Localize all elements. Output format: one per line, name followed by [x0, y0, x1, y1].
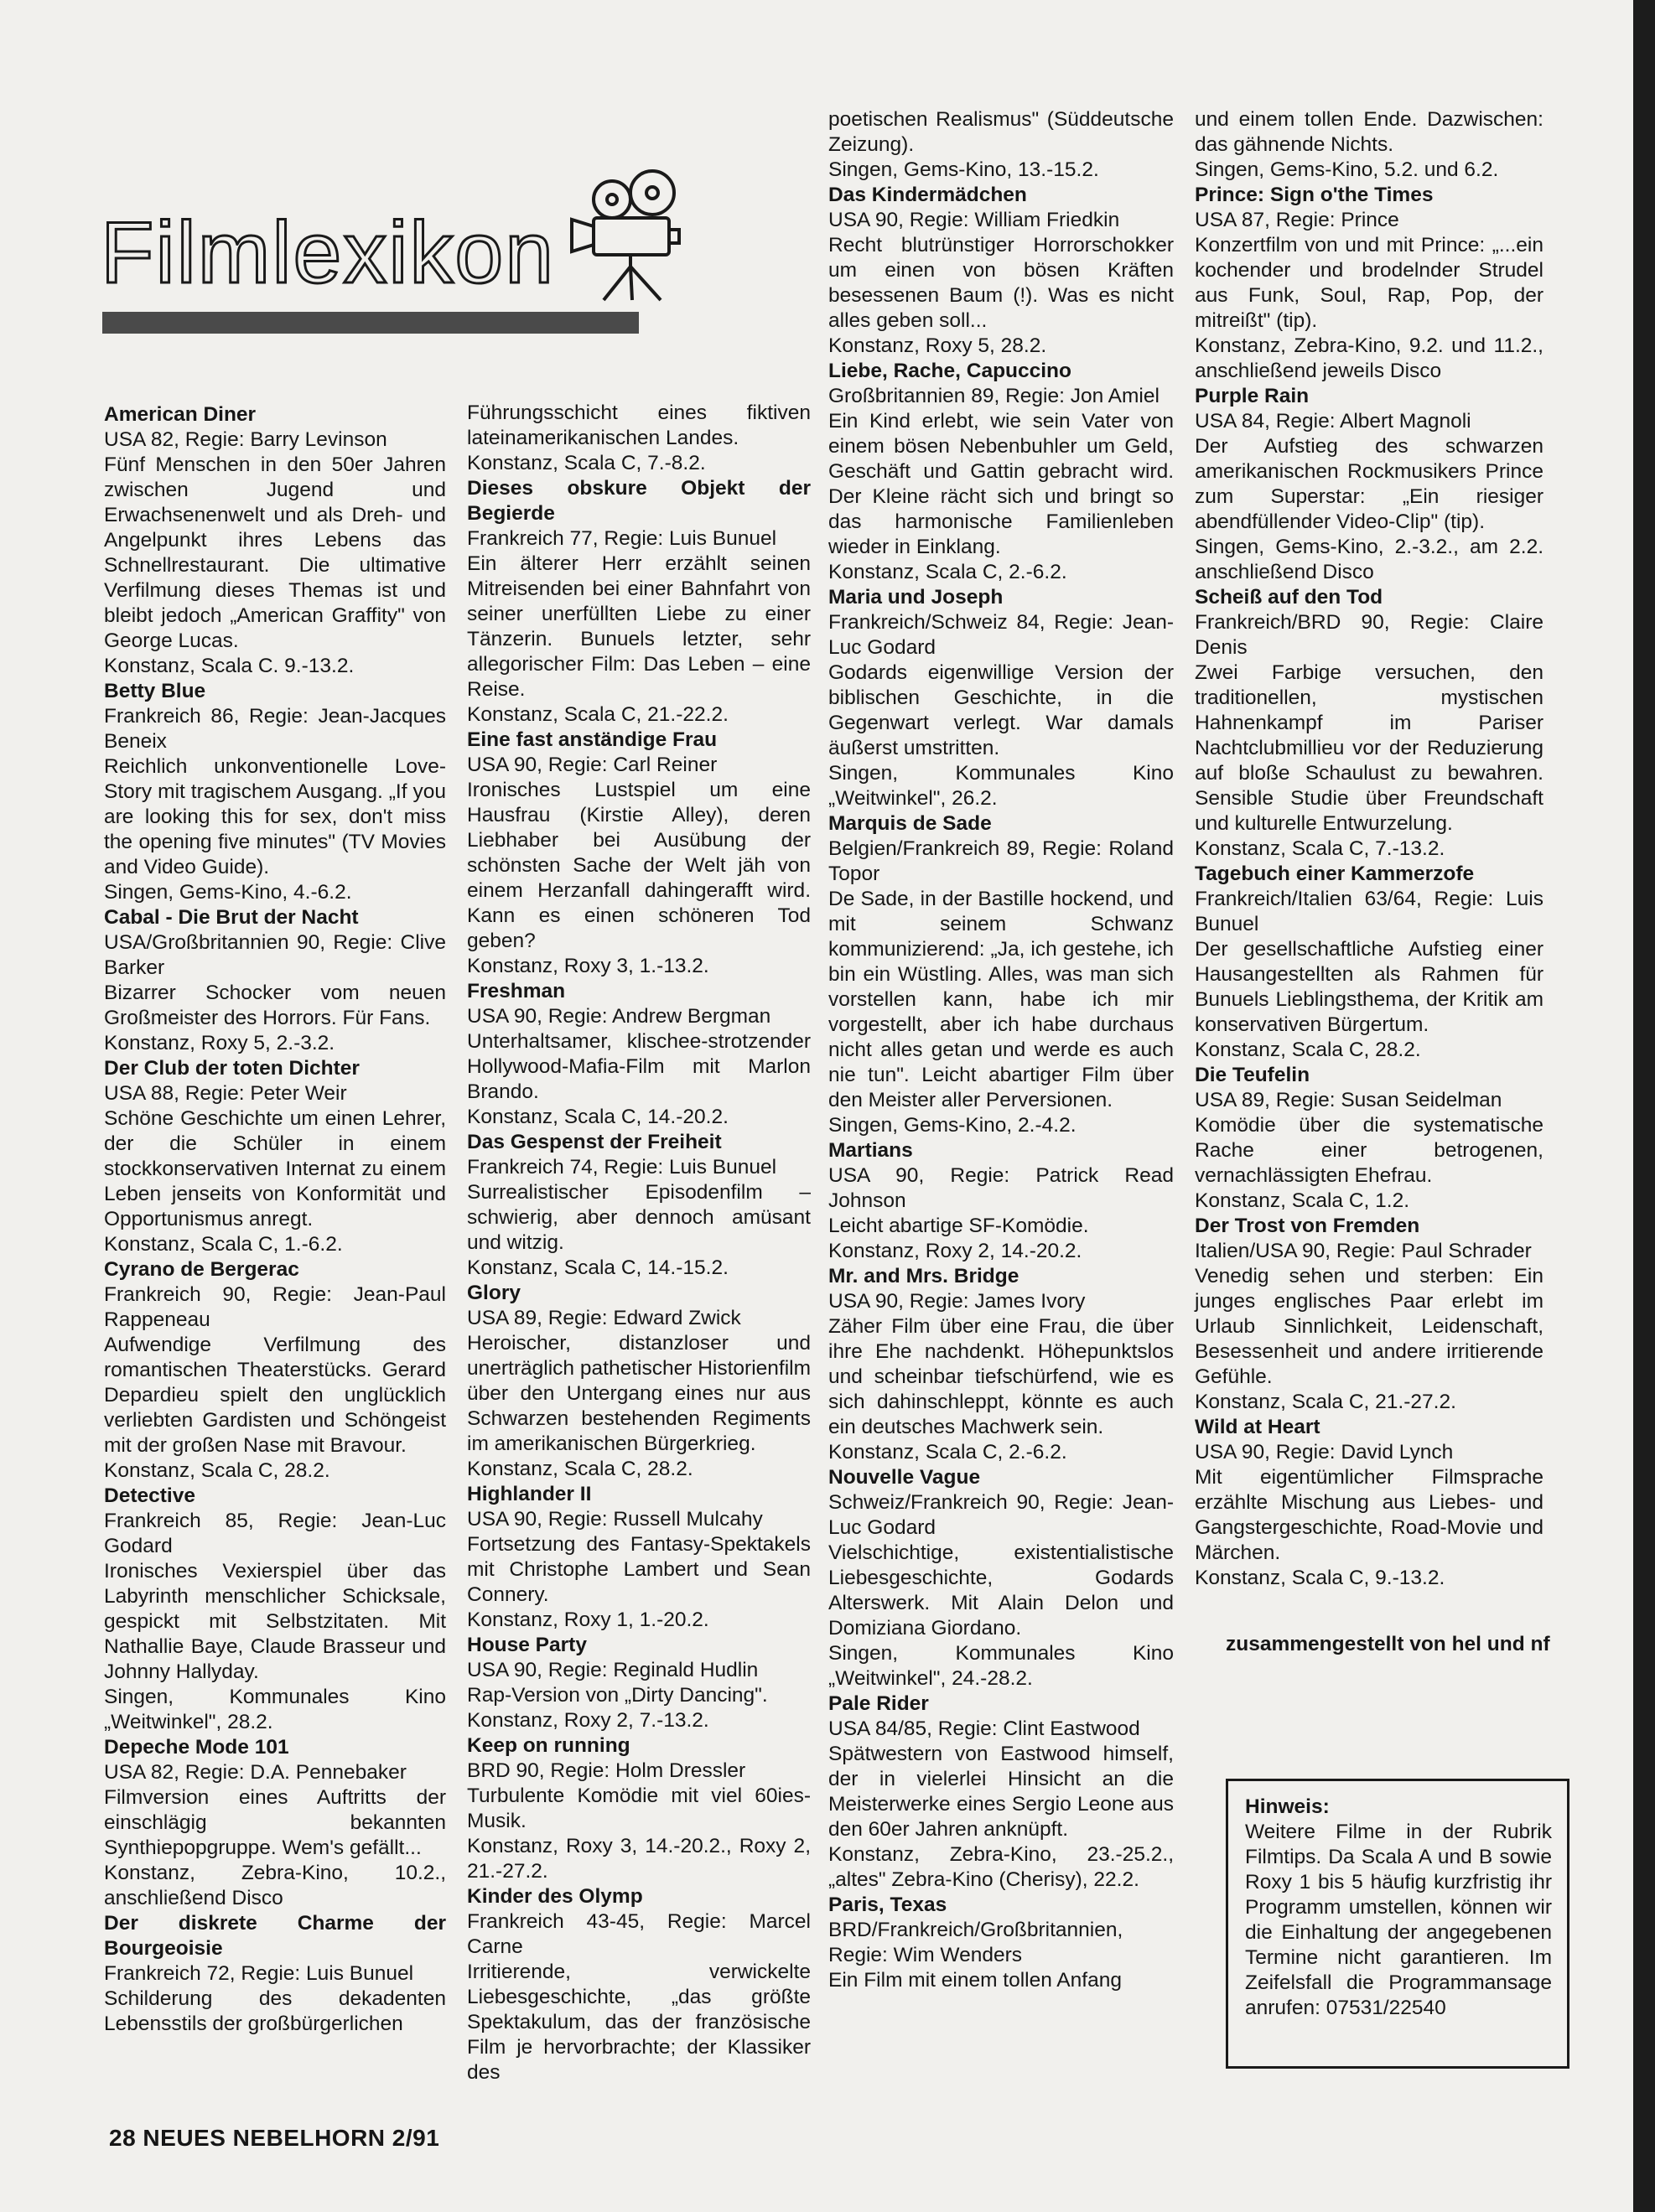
film-meta: USA 90, Regie: Patrick Read Johnson — [828, 1164, 1174, 1212]
film-entry — [828, 1893, 1174, 1993]
film-meta: USA/Großbritannien 90, Regie: Clive Barker — [104, 931, 446, 979]
film-meta: BRD/Frankreich/Großbritannien, Regie: Wim Wenders — [828, 1919, 1123, 1966]
film-screening: Konstanz, Zebra-Kino, 23.-25.2., „altes" Zebra-Kino (Cherisy), 22.2. — [828, 1843, 1174, 1891]
film-entry — [1195, 1214, 1543, 1415]
film-entry — [1195, 862, 1543, 1063]
film-description: Mit eigentümlicher Filmsprache erzählte Mischung aus Liebes- und Gangstergeschichte, Road-Movie und Märchen. — [1195, 1466, 1543, 1564]
film-meta: Großbritannien 89, Regie: Jon Amiel — [828, 385, 1160, 407]
film-entry — [467, 1130, 811, 1281]
film-title: Paris, Texas — [828, 1893, 947, 1916]
page-header — [101, 168, 687, 335]
film-title: Mr. and Mrs. Bridge — [828, 1265, 1019, 1287]
film-entry — [467, 1482, 811, 1633]
film-title: Betty Blue — [104, 680, 206, 702]
film-entry — [104, 1056, 446, 1257]
film-entry — [104, 679, 446, 905]
film-meta: USA 90, Regie: William Friedkin — [828, 209, 1120, 231]
film-meta: USA 89, Regie: Edward Zwick — [467, 1307, 741, 1329]
film-screening: Konstanz, Scala C, 28.2. — [467, 1458, 693, 1480]
film-meta: Schweiz/Frankreich 90, Regie: Jean-Luc Godard — [828, 1491, 1174, 1539]
film-screening: Konstanz, Roxy 5, 28.2. — [828, 334, 1047, 357]
film-title: Freshman — [467, 980, 566, 1002]
film-description: Turbulente Komödie mit viel 60ies-Musik. — [467, 1785, 811, 1832]
film-title: Wild at Heart — [1195, 1416, 1320, 1438]
film-screening: Konstanz, Scala C, 28.2. — [1195, 1039, 1421, 1061]
film-title: Prince: Sign o'the Times — [1195, 184, 1434, 206]
film-description: Ein Kind erlebt, wie sein Vater von einem bösen Nebenbuhler um Geld, Geschäft und Gattin gebracht wird. Der Kleine rächt sich und bringt so das harmonische Familienleben wieder in Einklang. — [828, 410, 1174, 558]
film-screening: Singen, Gems-Kino, 13.-15.2. — [828, 158, 1099, 181]
film-title: Pale Rider — [828, 1692, 929, 1715]
film-title: Cyrano de Bergerac — [104, 1258, 299, 1281]
film-screening: Konstanz, Roxy 3, 14.-20.2., Roxy 2, 21.-27.2. — [467, 1835, 811, 1883]
film-title: Glory — [467, 1282, 521, 1304]
film-meta: Frankreich 43-45, Regie: Marcel Carne — [467, 1910, 811, 1958]
film-meta: USA 82, Regie: D.A. Pennebaker — [104, 1761, 407, 1784]
film-description: Führungsschicht eines fiktiven lateinamerikanischen Landes. — [467, 401, 811, 449]
film-description: Schilderung des dekadenten Lebensstils der großbürgerlichen — [104, 1987, 446, 2035]
film-screening: Konstanz, Scala C, 14.-20.2. — [467, 1106, 729, 1128]
film-title: Das Kindermädchen — [828, 184, 1027, 206]
film-meta: USA 88, Regie: Peter Weir — [104, 1082, 347, 1105]
film-meta: USA 89, Regie: Susan Seidelman — [1195, 1089, 1502, 1111]
film-title: Dieses obskure Objekt der Begierde — [467, 477, 811, 525]
film-screening: Konstanz, Scala C, 21.-22.2. — [467, 703, 729, 726]
film-title: Kinder des Olymp — [467, 1885, 643, 1908]
film-title: Detective — [104, 1484, 195, 1507]
film-entry — [1195, 183, 1543, 384]
film-entry — [467, 979, 811, 1130]
film-title: Nouvelle Vague — [828, 1466, 981, 1489]
hint-text: Weitere Filme in der Rubrik Filmtips. Da Scala A und B sowie Roxy 1 bis 5 häufig kurzfristig ihr Programm umstellen, können wir die Einhaltung der angegebenen Termine nicht garantieren. Im Zeifelsfall die Programmansage anrufen: 07531/22540 — [1245, 1821, 1552, 2019]
film-title: Cabal - Die Brut der Nacht — [104, 906, 359, 929]
film-description: Konzertfilm von und mit Prince: „...ein kochender und brodelnder Strudel aus Funk, Soul, Rap, Pop, der mitreißt" (tip). — [1195, 234, 1543, 332]
film-entry — [828, 1264, 1174, 1465]
film-meta: USA 84, Regie: Albert Magnoli — [1195, 410, 1471, 433]
page-edge — [1633, 0, 1655, 2212]
film-meta: Italien/USA 90, Regie: Paul Schrader — [1195, 1240, 1532, 1262]
film-camera-icon — [553, 168, 771, 302]
film-title: Highlander II — [467, 1483, 592, 1505]
film-description: Fünf Menschen in den 50er Jahren zwischen Jugend und Erwachsenenwelt und als Dreh- und Angelpunkt ihres Lebens das Schnellrestaurant. Die ultimative Verfilmung dieses Themas ist und bleibt jedoch „American Graffity" von George Lucas. — [104, 453, 446, 652]
film-description: und einem tollen Ende. Dazwischen: das gähnende Nichts. — [1195, 108, 1543, 156]
film-screening: Konstanz, Scala C, 1.2. — [1195, 1189, 1410, 1212]
film-description: Der Aufstieg des schwarzen amerikanischen Rockmusikers Prince zum Superstar: „Ein riesiger abendfüllender Video-Clip" (tip). — [1195, 435, 1543, 533]
column-4 — [1195, 107, 1543, 1591]
film-meta: USA 90, Regie: Reginald Hudlin — [467, 1659, 759, 1681]
film-description: Der gesellschaftliche Aufstieg einer Hausangestellten als Rahmen für Bunuels Lieblingsthema, der Kritik am konservativen Bürgertum. — [1195, 938, 1543, 1036]
film-title: Die Teufelin — [1195, 1064, 1310, 1086]
film-title: Marquis de Sade — [828, 812, 992, 835]
film-meta: Frankreich/Italien 63/64, Regie: Luis Bunuel — [1195, 888, 1543, 935]
film-meta: Frankreich/BRD 90, Regie: Claire Denis — [1195, 611, 1543, 659]
film-title: Tagebuch einer Kammerzofe — [1195, 863, 1475, 885]
film-entry — [1195, 384, 1543, 585]
film-entry — [1195, 1063, 1543, 1214]
film-meta: USA 82, Regie: Barry Levinson — [104, 428, 387, 451]
film-meta: Frankreich 85, Regie: Jean-Luc Godard — [104, 1510, 446, 1557]
title-underline-bar — [102, 312, 639, 334]
film-screening: Singen, Gems-Kino, 2.-4.2. — [828, 1114, 1077, 1137]
film-meta: Frankreich 86, Regie: Jean-Jacques Beneix — [104, 705, 446, 753]
film-entry — [467, 1633, 811, 1733]
film-screening: Konstanz, Scala C, 21.-27.2. — [1195, 1391, 1456, 1413]
film-description: Aufwendige Verfilmung des romantischen Theaterstücks. Gerard Depardieu spielt den unglücklich verliebten Gardisten und Schöngeist mit der großen Nase mit Bravour. — [104, 1334, 446, 1457]
film-screening: Konstanz, Scala C. 9.-13.2. — [104, 655, 355, 677]
film-meta: Frankreich/Schweiz 84, Regie: Jean-Luc Godard — [828, 611, 1174, 659]
film-entry — [467, 476, 811, 728]
film-description: Leicht abartige SF-Komödie. — [828, 1215, 1089, 1237]
film-entry — [104, 1735, 446, 1911]
film-entry — [828, 1138, 1174, 1264]
film-meta: USA 90, Regie: Russell Mulcahy — [467, 1508, 763, 1531]
film-meta: USA 90, Regie: Andrew Bergman — [467, 1005, 771, 1028]
column-2 — [467, 401, 811, 2085]
film-screening: Konstanz, Scala C, 2.-6.2. — [828, 1441, 1067, 1463]
film-entry — [1195, 585, 1543, 862]
film-screening: Konstanz, Scala C, 7.-8.2. — [467, 452, 706, 474]
page-footer: 28 NEUES NEBELHORN 2/91 — [109, 2125, 440, 2151]
film-screening: Konstanz, Scala C, 1.-6.2. — [104, 1233, 343, 1256]
column-3 — [828, 107, 1174, 1993]
film-screening: Konstanz, Scala C, 2.-6.2. — [828, 561, 1067, 583]
hint-heading: Hinweis: — [1245, 1795, 1330, 1818]
film-entry — [828, 1465, 1174, 1691]
film-meta: USA 90, Regie: Carl Reiner — [467, 754, 718, 776]
film-meta: USA 90, Regie: James Ivory — [828, 1290, 1086, 1313]
film-description: poetischen Realismus" (Süddeutsche Zeizung). — [828, 108, 1174, 156]
film-entry — [1195, 1415, 1543, 1591]
film-screening: Konstanz, Roxy 2, 14.-20.2. — [828, 1240, 1082, 1262]
page-title: Filmlexikon — [101, 205, 556, 302]
film-entry — [467, 1884, 811, 2085]
film-title: American Diner — [104, 403, 257, 426]
film-description: Ein älterer Herr erzählt seinen Mitreisenden bei einer Bahnfahrt von seiner unerfüllten Liebe zu einer Tänzerin. Bunuels letzter, sehr allegorischer Film: Das Leben – eine Reise. — [467, 552, 811, 701]
film-entry — [104, 1911, 446, 2037]
film-title: Das Gespenst der Freiheit — [467, 1131, 722, 1153]
film-entry — [104, 1257, 446, 1484]
film-entry — [104, 905, 446, 1056]
film-description: Fortsetzung des Fantasy-Spektakels mit Christophe Lambert und Sean Connery. — [467, 1533, 811, 1606]
film-entry — [828, 359, 1174, 585]
film-meta: Frankreich 90, Regie: Jean-Paul Rappeneau — [104, 1283, 446, 1331]
film-description: Reichlich unkonventionelle Love-Story mit tragischem Ausgang. „If you are looking this for sex, don't miss the opening five minutes" (TV Movies and Video Guide). — [104, 755, 446, 878]
film-entry — [104, 402, 446, 679]
film-screening: Konstanz, Roxy 3, 1.-13.2. — [467, 955, 709, 977]
film-title: Liebe, Rache, Capuccino — [828, 360, 1071, 382]
hint-box — [1226, 1779, 1569, 2069]
film-description: Irritierende, verwickelte Liebesgeschichte, „das größte Spektakulum, das der französische Film je hervorbrachte; der Klassiker des — [467, 1961, 811, 2084]
film-entry — [828, 811, 1174, 1138]
film-entry — [828, 183, 1174, 359]
film-title: Martians — [828, 1139, 913, 1162]
film-meta: BRD 90, Regie: Holm Dressler — [467, 1759, 746, 1782]
film-entry — [467, 401, 811, 476]
film-meta: Frankreich 74, Regie: Luis Bunuel — [467, 1156, 777, 1179]
film-description: Schöne Geschichte um einen Lehrer, der die Schüler in einem stockkonservativen Internat zu einem Leben jenseits von Konformität und Opportunismus anregt. — [104, 1107, 446, 1230]
film-entry — [467, 1281, 811, 1482]
film-screening: Konstanz, Scala C, 28.2. — [104, 1459, 330, 1482]
film-title: Depeche Mode 101 — [104, 1736, 289, 1759]
film-screening: Singen, Kommunales Kino „Weitwinkel", 24.-28.2. — [828, 1642, 1174, 1690]
film-description: Heroischer, distanzloser und unerträglich pathetischer Historienfilm über den Untergang eines nur aus Schwarzen bestehenden Regiments im amerikanischen Bürgerkrieg. — [467, 1332, 811, 1455]
film-screening: Konstanz, Roxy 5, 2.-3.2. — [104, 1032, 335, 1054]
film-title: House Party — [467, 1634, 587, 1656]
film-screening: Singen, Gems-Kino, 5.2. und 6.2. — [1195, 158, 1499, 181]
film-screening: Singen, Kommunales Kino „Weitwinkel", 28.2. — [104, 1686, 446, 1733]
film-entry — [1195, 107, 1543, 183]
film-screening: Singen, Kommunales Kino „Weitwinkel", 26.2. — [828, 762, 1174, 810]
film-meta: Frankreich 77, Regie: Luis Bunuel — [467, 527, 777, 550]
film-screening: Konstanz, Scala C, 7.-13.2. — [1195, 837, 1445, 860]
film-description: Filmversion eines Auftritts der einschlägig bekannten Synthiepopgruppe. Wem's gefällt... — [104, 1786, 446, 1859]
film-screening: Singen, Gems-Kino, 2.-3.2., am 2.2. anschließend Disco — [1195, 536, 1543, 583]
film-description: Surrealistischer Episodenfilm – schwierig, aber dennoch amüsant und witzig. — [467, 1181, 811, 1254]
film-screening: Konstanz, Zebra-Kino, 9.2. und 11.2., anschließend jeweils Disco — [1195, 334, 1543, 382]
film-meta: USA 90, Regie: David Lynch — [1195, 1441, 1454, 1463]
film-description: Unterhaltsamer, klischee-strotzender Hollywood-Mafia-Film mit Marlon Brando. — [467, 1030, 811, 1103]
film-description: Zäher Film über eine Frau, die über ihre Ehe nachdenkt. Höhepunktslos und scheinbar tiefschürfend, wie es sich dahinschleppt, könnte es auch ein deutsches Machwerk sein. — [828, 1315, 1174, 1438]
film-description: Ironisches Lustspiel um eine Hausfrau (Kirstie Alley), deren Liebhaber bei Ausübung der schönsten Sache der Welt jäh von einem Herzanfall dahingerafft wird. Kann es einen schöneren Tod geben? — [467, 779, 811, 952]
film-description: Spätwestern von Eastwood himself, der in vielerlei Hinsicht an die Meisterwerke eines Sergio Leone aus den 60er Jahren anknüpft. — [828, 1743, 1174, 1841]
film-screening: Konstanz, Scala C, 14.-15.2. — [467, 1256, 729, 1279]
film-entry — [828, 585, 1174, 811]
film-description: Ein Film mit einem tollen Anfang — [828, 1969, 1122, 1992]
film-description: Godards eigenwillige Version der biblischen Geschichte, in die Gegenwart verlegt. War damals äußerst umstritten. — [828, 661, 1174, 759]
film-screening: Konstanz, Roxy 2, 7.-13.2. — [467, 1709, 709, 1732]
film-description: De Sade, in der Bastille hockend, und mit seinem Schwanz kommunizierend: „Ja, ich gestehe, ich bin ein Wüstling. Alles, was man sich vorstellen kann, habe ich mir vorgestellt, aber ich habe durchaus nicht alles getan und werde es auch nie tun". Leicht abartiger Film über den Meister aller Perversionen. — [828, 888, 1174, 1111]
film-description: Zwei Farbige versuchen, den traditionellen, mystischen Hahnenkampf im Pariser Nachtclubmillieu vor der Reduzierung auf bloße Schaulust zu bewahren. Sensible Studie über Freundschaft und kulturelle Entwurzelung. — [1195, 661, 1543, 835]
film-description: Venedig sehen und sterben: Ein junges englisches Paar erlebt im Urlaub Sinnlichkeit, Leidenschaft, Besessenheit und andere irritierende Gefühle. — [1195, 1265, 1543, 1388]
film-description: Rap-Version von „Dirty Dancing". — [467, 1684, 768, 1707]
film-title: Eine fast anständige Frau — [467, 728, 718, 751]
film-title: Purple Rain — [1195, 385, 1310, 407]
film-meta: Belgien/Frankreich 89, Regie: Roland Topor — [828, 837, 1174, 885]
film-title: Der diskrete Charme der Bourgeoisie — [104, 1912, 446, 1960]
film-title: Keep on running — [467, 1734, 630, 1757]
film-meta: USA 87, Regie: Prince — [1195, 209, 1399, 231]
film-title: Maria und Joseph — [828, 586, 1004, 609]
film-screening: Singen, Gems-Kino, 4.-6.2. — [104, 881, 352, 904]
film-entry — [828, 1691, 1174, 1893]
film-meta: USA 84/85, Regie: Clint Eastwood — [828, 1717, 1140, 1740]
film-entry — [104, 1484, 446, 1735]
film-description: Recht blutrünstiger Horrorschokker um einen von bösen Kräften besessenen Baum (!). Was es nicht alles geben soll... — [828, 234, 1174, 332]
film-screening: Konstanz, Roxy 1, 1.-20.2. — [467, 1608, 709, 1631]
credit-line: zusammengestellt von hel und nf — [1226, 1633, 1550, 1655]
film-description: Vielschichtige, existentialistische Liebesgeschichte, Godards Alterswerk. Mit Alain Delon und Domiziana Giordano. — [828, 1541, 1174, 1640]
film-meta: Frankreich 72, Regie: Luis Bunuel — [104, 1962, 414, 1985]
film-title: Der Club der toten Dichter — [104, 1057, 360, 1080]
film-title: Scheiß auf den Tod — [1195, 586, 1383, 609]
film-screening: Konstanz, Zebra-Kino, 10.2., anschließend Disco — [104, 1862, 446, 1909]
film-title: Der Trost von Fremden — [1195, 1215, 1420, 1237]
film-entry — [467, 1733, 811, 1884]
film-description: Bizarrer Schocker vom neuen Großmeister des Horrors. Für Fans. — [104, 982, 446, 1029]
film-screening: Konstanz, Scala C, 9.-13.2. — [1195, 1567, 1445, 1589]
film-entry — [467, 728, 811, 979]
film-description: Komödie über die systematische Rache einer betrogenen, vernachlässigten Ehefrau. — [1195, 1114, 1543, 1187]
film-description: Ironisches Vexierspiel über das Labyrinth menschlicher Schicksale, gespickt mit Selbstzitaten. Mit Nathallie Baye, Claude Brasseur und Johnny Hallyday. — [104, 1560, 446, 1683]
film-entry — [828, 107, 1174, 183]
column-1 — [104, 402, 446, 2037]
